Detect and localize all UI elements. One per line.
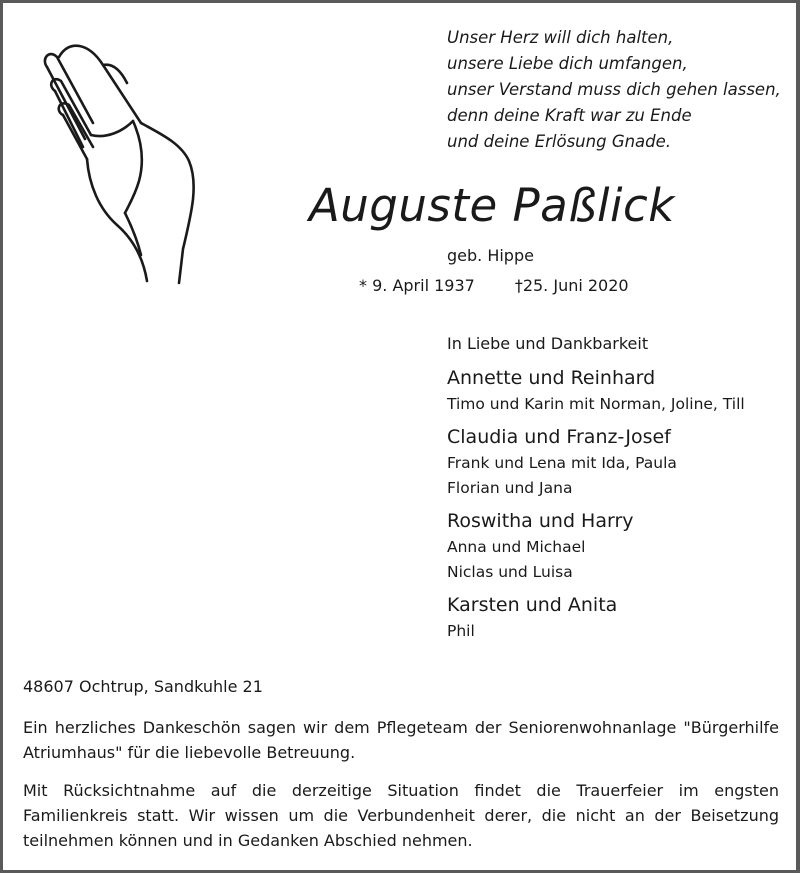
birth-date: * 9. April 1937 <box>359 276 475 295</box>
family-member-line: Timo und Karin mit Norman, Joline, Till <box>447 395 745 413</box>
address: 48607 Ochtrup, Sandkuhle 21 <box>23 677 263 696</box>
deceased-name: Auguste Paßlick <box>309 179 675 232</box>
poem-line: denn deine Kraft war zu Ende <box>447 106 692 125</box>
family-group-head: Roswitha und Harry <box>447 510 634 532</box>
family-group-head: Karsten und Anita <box>447 594 618 616</box>
praying-hands-icon <box>33 35 213 285</box>
family-member-line: Florian und Jana <box>447 479 573 497</box>
family-group <box>447 423 745 501</box>
family-group <box>447 591 745 644</box>
family-group <box>447 507 745 585</box>
family-group-head: Claudia und Franz-Josef <box>447 426 671 448</box>
family-member-line: Frank und Lena mit Ida, Paula <box>447 454 677 472</box>
notice-paragraph: Mit Rücksichtnahme auf die derzeitige Situation findet die Trauerfeier im engsten Familienkreis statt. Wir wissen um die Verbundenheit derer, die nicht an der Beisetzung teilnehmen können und in Gedanken Abschied nehmen. <box>23 781 779 850</box>
death-date: †25. Juni 2020 <box>514 276 629 295</box>
maiden-name: geb. Hippe <box>447 246 534 265</box>
family-list <box>447 332 745 650</box>
family-member-line: Niclas und Luisa <box>447 563 573 581</box>
poem-line: unser Verstand muss dich gehen lassen, <box>447 80 781 99</box>
poem <box>447 25 781 155</box>
obituary-notice <box>3 3 796 870</box>
family-group <box>447 364 745 417</box>
family-member-line: Phil <box>447 622 475 640</box>
life-dates <box>359 276 629 295</box>
family-intro: In Liebe und Dankbarkeit <box>447 334 649 353</box>
family-member-line: Anna und Michael <box>447 538 586 556</box>
poem-line: Unser Herz will dich halten, <box>447 28 674 47</box>
poem-line: unsere Liebe dich umfangen, <box>447 54 688 73</box>
thanks-paragraph: Ein herzliches Dankeschön sagen wir dem Pflegeteam der Seniorenwohnanlage "Bürgerhilfe Atriumhaus" für die liebevolle Betreuung. <box>23 718 779 762</box>
poem-line: und deine Erlösung Gnade. <box>447 132 672 151</box>
family-group-head: Annette und Reinhard <box>447 367 656 389</box>
